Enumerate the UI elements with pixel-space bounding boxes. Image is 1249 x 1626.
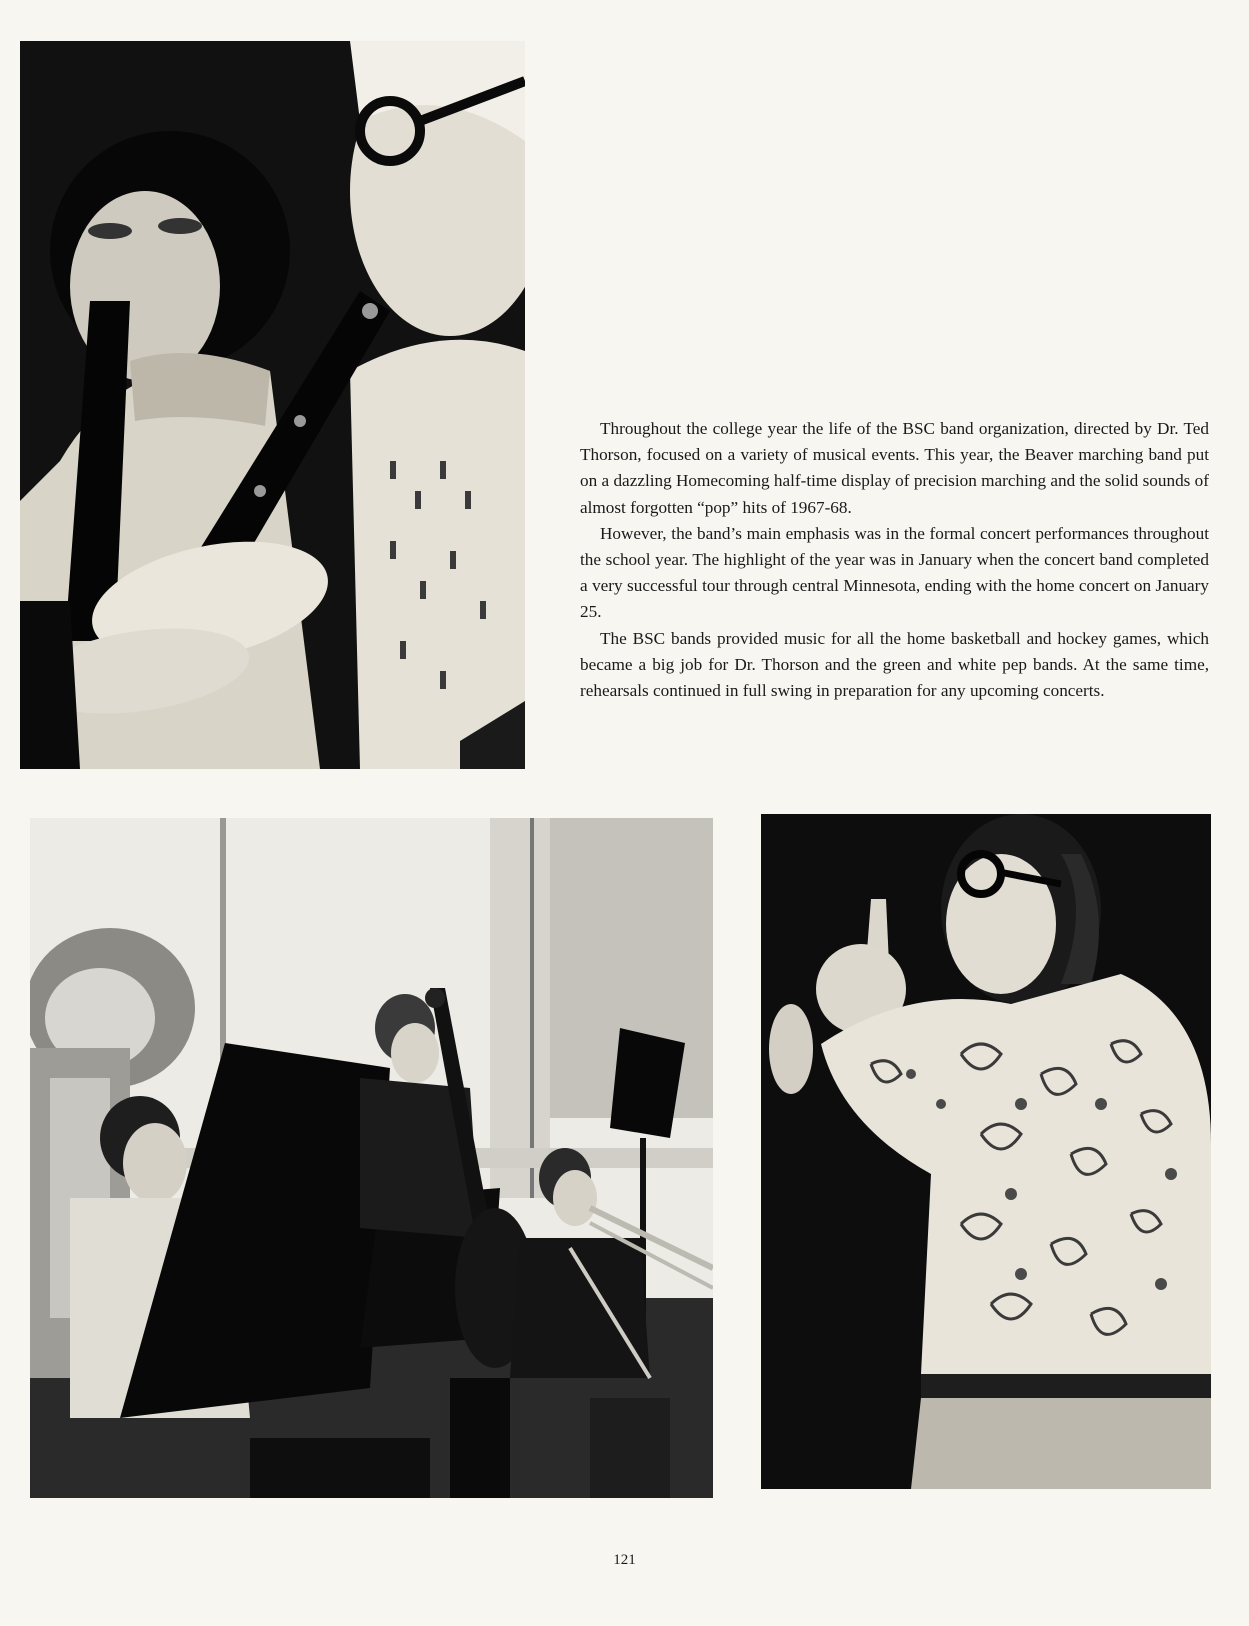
article-paragraph: However, the band’s main emphasis was in the formal concert performances throughout the school year. The highlight of the year was in January when the concert band completed a very successful tour through central Minnesota, ending with the home concert on January 25. xyxy=(580,523,1209,622)
article-paragraph: The BSC bands provided music for all the home basketball and hockey games, which became a big job for Dr. Thorson and the green and white pep bands. At the same time, rehearsals continued in full swing in preparation for any upcoming concerts. xyxy=(580,628,1209,701)
page-number: 121 xyxy=(613,1552,636,1568)
band-rehearsal-photo xyxy=(30,818,713,1498)
article-body xyxy=(580,416,1209,704)
article-paragraph: Throughout the college year the life of the BSC band organization, directed by Dr. Ted Thorson, focused on a variety of musical events. This year, the Beaver marching band put on a dazzling Homecoming half-time display of precision marching and the solid sounds of almost forgotten “pop” hits of 1967-68. xyxy=(580,419,1209,517)
clarinet-players-photo xyxy=(20,41,525,769)
band-director-photo xyxy=(761,814,1211,1489)
